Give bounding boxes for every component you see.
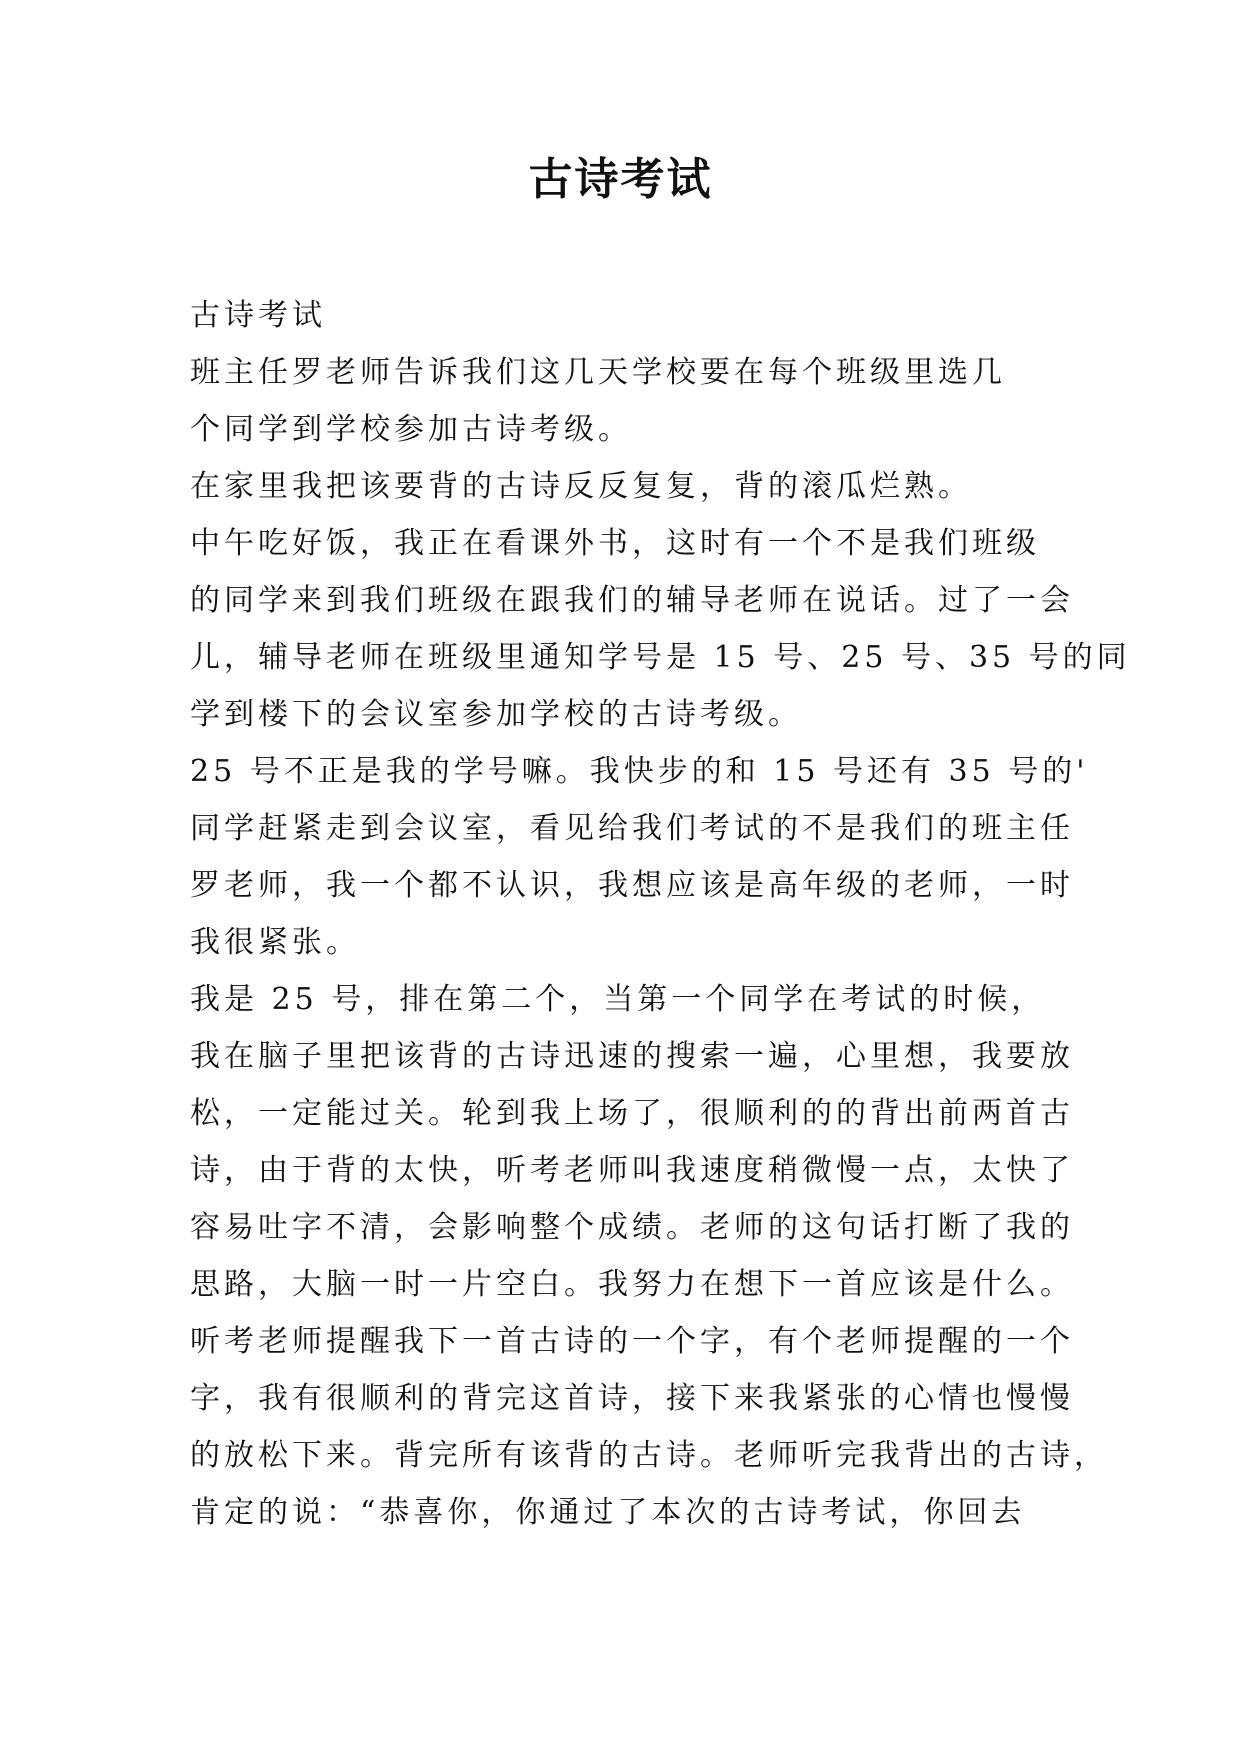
body-line: 诗，由于背的太快，听考老师叫我速度稍微慢一点，太快了 <box>190 1153 1074 1188</box>
body-line: 学到楼下的会议室参加学校的古诗考级。 <box>190 697 802 732</box>
page-title: 古诗考试 <box>528 154 713 205</box>
body-line: 的同学来到我们班级在跟我们的辅导老师在说话。过了一会 <box>190 583 1074 618</box>
body-line: 个同学到学校参加古诗考级。 <box>190 412 632 447</box>
body-line: 儿，辅导老师在班级里通知学号是 15 号、25 号、35 号的同 <box>190 640 1131 675</box>
body-line: 字，我有很顺利的背完这首诗，接下来我紧张的心情也慢慢 <box>190 1381 1074 1416</box>
document-body <box>190 287 1131 1541</box>
body-line: 中午吃好饭，我正在看课外书，这时有一个不是我们班级 <box>190 526 1040 561</box>
body-line: 听考老师提醒我下一首古诗的一个字，有个老师提醒的一个 <box>190 1324 1074 1359</box>
body-line: 在家里我把该要背的古诗反反复复，背的滚瓜烂熟。 <box>190 469 972 504</box>
body-line: 同学赶紧走到会议室，看见给我们考试的不是我们的班主任 <box>190 811 1074 846</box>
body-line: 肯定的说：“恭喜你，你通过了本次的古诗考试，你回去 <box>190 1495 1026 1530</box>
body-line: 我在脑子里把该背的古诗迅速的搜索一遍，心里想，我要放 <box>190 1039 1074 1074</box>
body-line: 罗老师，我一个都不认识，我想应该是高年级的老师，一时 <box>190 868 1074 903</box>
body-line: 班主任罗老师告诉我们这几天学校要在每个班级里选几 <box>190 355 1006 390</box>
body-line: 思路，大脑一时一片空白。我努力在想下一首应该是什么。 <box>190 1267 1074 1302</box>
body-line: 我是 25 号，排在第二个，当第一个同学在考试的时候， <box>190 982 1046 1017</box>
body-line: 松，一定能过关。轮到我上场了，很顺利的的背出前两首古 <box>190 1096 1074 1131</box>
body-line: 的放松下来。背完所有该背的古诗。老师听完我背出的古诗， <box>190 1438 1108 1473</box>
body-line: 古诗考试 <box>190 298 326 333</box>
body-line: 容易吐字不清，会影响整个成绩。老师的这句话打断了我的 <box>190 1210 1074 1245</box>
body-line: 25 号不正是我的学号嘛。我快步的和 15 号还有 35 号的' <box>190 754 1089 789</box>
body-line: 我很紧张。 <box>190 925 360 960</box>
